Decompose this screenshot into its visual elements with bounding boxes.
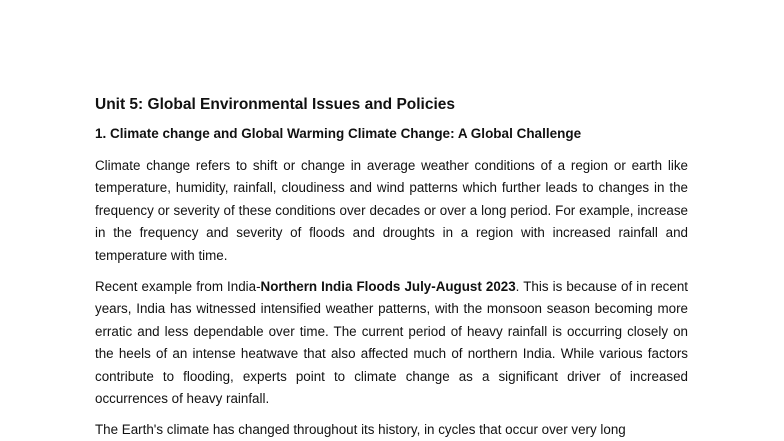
- paragraph-climate-definition: Climate change refers to shift or change in average weather conditions of a region or earth like temperature, humidity, rainfall, cloudiness and wind patterns which further leads to changes in the frequency or severity of these conditions over decades or over a long period. For example, increase in the frequency and severity of floods and droughts in a region with increased rainfall and temperature with time.: [95, 158, 688, 263]
- paragraph-india-lead: Recent example from India-: [95, 279, 261, 295]
- unit-title: Unit 5: Global Environmental Issues and Policies: [95, 96, 456, 113]
- paragraph-india-example: [95, 276, 688, 410]
- paragraph-earth-history: The Earth's climate has changed throughout its history, in cycles that occur over very long: [95, 422, 626, 438]
- paragraph-india-emphasis: Northern India Floods July-August 2023: [260, 279, 516, 295]
- paragraph-india-rest: . This is because of in recent years, India has witnessed intensified weather patterns, with the monsoon season becoming more erratic and less dependable over time. The current period of heavy rainfall is occurring closely on the heels of an intense heatwave that also affected much of northern India. While various factors contribute to flooding, experts point to climate change as a significant driver of increased occurrences of heavy rainfall.: [95, 279, 688, 407]
- document-body: [95, 95, 688, 441]
- section-heading: 1. Climate change and Global Warming Climate Change: A Global Challenge: [95, 126, 582, 141]
